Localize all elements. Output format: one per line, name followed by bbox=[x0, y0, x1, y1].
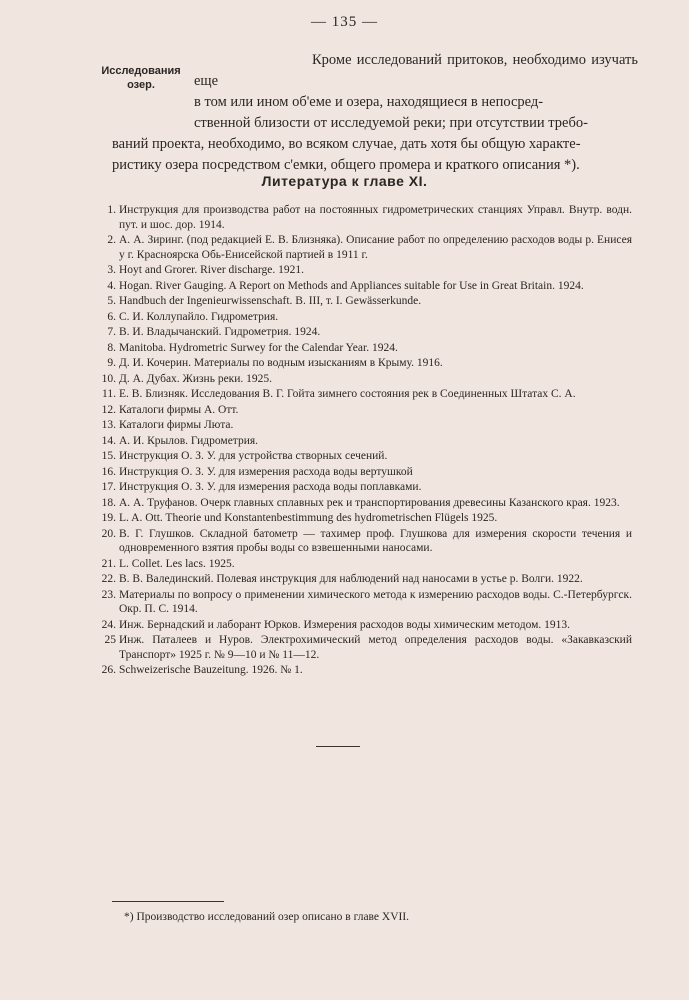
reference-text: Schweizerische Bauzeitung. 1926. № 1. bbox=[119, 664, 303, 676]
reference-text: Инструкция О. З. У. для измерения расхода воды вертушкой bbox=[119, 465, 413, 478]
reference-number: 10. bbox=[101, 372, 116, 385]
reference-number: 5. bbox=[107, 295, 116, 307]
reference-item bbox=[92, 356, 632, 371]
reference-number: 23. bbox=[101, 588, 116, 601]
section-heading: Литература к главе XI. bbox=[261, 173, 428, 189]
intro-line: Кроме исследований притоков, необходимо изучать еще bbox=[194, 52, 638, 89]
reference-text: Д. А. Дубах. Жизнь реки. 1925. bbox=[119, 372, 273, 385]
margin-note-line: Исследования bbox=[101, 65, 181, 77]
reference-text: L. A. Ott. Theorie und Konstantenbestimmung des hydrometrischen Flügels 1925. bbox=[119, 512, 498, 524]
intro-paragraph bbox=[112, 50, 638, 176]
reference-item bbox=[92, 511, 632, 526]
reference-text: Д. И. Кочерин. Материалы по водным изысканиям в Крыму. 1916. bbox=[119, 357, 443, 369]
footnote: *) Производство исследований озер описано в главе XVII. bbox=[124, 911, 410, 923]
reference-number: 1. bbox=[107, 204, 116, 216]
reference-text: А. А. Зиринг. (под редакцией Е. В. Близняка). Описание работ по определению расходов воды р. Енисея у г. Красноярска Обь-Енисейской партией в 1911 г. bbox=[119, 234, 632, 261]
reference-number: 15. bbox=[101, 450, 116, 462]
reference-item bbox=[92, 663, 632, 678]
intro-line: ваний проекта, необходимо, во всяком случае, дать хотя бы общую характе- bbox=[112, 136, 581, 152]
intro-line: ственной близости от исследуемой реки; при отсутствии требо- bbox=[194, 115, 588, 131]
reference-item bbox=[92, 387, 632, 402]
reference-text: Инструкция О. З. У. для устройства створных сечений. bbox=[119, 450, 388, 462]
reference-number: 14. bbox=[101, 434, 116, 447]
reference-text: L. Collet. Les lacs. 1925. bbox=[119, 557, 235, 570]
reference-number: 26. bbox=[101, 664, 116, 676]
reference-item bbox=[92, 572, 632, 587]
reference-number: 7. bbox=[107, 326, 116, 338]
reference-number: 8. bbox=[107, 341, 116, 354]
footnote-rule bbox=[112, 901, 224, 902]
reference-item bbox=[92, 372, 632, 387]
reference-number: 12. bbox=[101, 403, 116, 416]
reference-number: 9. bbox=[107, 357, 116, 369]
reference-item bbox=[92, 557, 632, 572]
reference-text: Handbuch der Ingenieurwissenschaft. B. III, т. I. Gewässerkunde. bbox=[119, 295, 422, 307]
reference-item bbox=[92, 310, 632, 325]
reference-text: А. А. Труфанов. Очерк главных сплавных рек и транспортирования древесины Казанского края. 1923. bbox=[119, 496, 620, 509]
reference-number: 16. bbox=[101, 465, 116, 478]
reference-item bbox=[92, 325, 632, 340]
reference-text: В. И. Владычанский. Гидрометрия. 1924. bbox=[119, 326, 321, 338]
section-divider bbox=[316, 746, 360, 747]
reference-item bbox=[92, 449, 632, 464]
reference-item bbox=[92, 434, 632, 449]
reference-text: Инж. Паталеев и Нуров. Электрохимический метод определения расходов воды. «Закавказский Транспорт» 1925 г. № 9—10 и № 11—12. bbox=[119, 634, 632, 661]
reference-number: 24. bbox=[101, 618, 116, 631]
page-number: — 135 — bbox=[311, 14, 378, 30]
reference-item bbox=[92, 480, 632, 495]
reference-text: В. В. Валединский. Полевая инструкция для наблюдений над наносами в устье р. Волги. 1922. bbox=[119, 573, 583, 585]
reference-number: 3. bbox=[107, 264, 116, 276]
reference-item bbox=[92, 496, 632, 511]
reference-number: 13. bbox=[101, 419, 116, 431]
reference-number: 19. bbox=[101, 512, 116, 524]
reference-number: 18. bbox=[101, 496, 116, 509]
intro-line: в том или ином об'еме и озера, находящиеся в непосред- bbox=[194, 94, 544, 110]
reference-text: Материалы по вопросу о применении химического метода к измерению расходов воды. С.-Петербургск. Окр. П. С. 1914. bbox=[119, 588, 632, 615]
reference-item bbox=[92, 618, 632, 633]
reference-text: Инструкция О. З. У. для измерения расхода воды поплавками. bbox=[119, 481, 422, 493]
reference-text: С. И. Коллупайло. Гидрометрия. bbox=[119, 310, 279, 323]
intro-line: ристику озера посредством с'емки, общего промера и краткого описания *). bbox=[112, 157, 580, 173]
margin-note-line: озер. bbox=[127, 79, 155, 91]
reference-item bbox=[92, 341, 632, 356]
reference-number: 22. bbox=[101, 573, 116, 585]
reference-text: А. И. Крылов. Гидрометрия. bbox=[119, 434, 259, 447]
reference-text: Manitoba. Hydrometric Surwey for the Calendar Year. 1924. bbox=[119, 341, 398, 354]
reference-number: 11. bbox=[102, 388, 116, 400]
reference-text: Е. В. Близняк. Исследования В. Г. Гойта зимнего состояния рек в Соединенных Штатах С. А. bbox=[119, 388, 576, 400]
reference-text: Инструкция для производства работ на постоянных гидрометрических станциях Управл. Внутр. водн. пут. и шос. дор. 1914. bbox=[119, 204, 632, 231]
reference-item bbox=[92, 527, 632, 556]
reference-item bbox=[92, 263, 632, 278]
reference-item bbox=[92, 279, 632, 294]
reference-item bbox=[92, 403, 632, 418]
reference-item bbox=[92, 465, 632, 480]
reference-item bbox=[92, 203, 632, 232]
reference-number: 20. bbox=[101, 527, 116, 540]
reference-text: Каталоги фирмы Люта. bbox=[119, 419, 234, 431]
reference-item bbox=[92, 294, 632, 309]
reference-text: В. Г. Глушков. Складной батометр — тахимер проф. Глушкова для измерения скорости течения и одновременного взятия пробы воды со взвешенными наносами. bbox=[119, 527, 632, 554]
reference-number: 4. bbox=[107, 279, 116, 292]
reference-number: 6. bbox=[107, 310, 116, 323]
reference-list bbox=[92, 203, 632, 679]
reference-item bbox=[92, 233, 632, 262]
reference-item bbox=[92, 588, 632, 617]
reference-text: Каталоги фирмы А. Отт. bbox=[119, 403, 239, 416]
reference-number: 2. bbox=[107, 234, 116, 246]
reference-number: 25 bbox=[104, 634, 116, 646]
reference-item bbox=[92, 633, 632, 662]
reference-text: Hoyt and Grorer. River discharge. 1921. bbox=[119, 264, 305, 276]
reference-text: Hogan. River Gauging. A Report on Methods and Appliances suitable for Use in Great Britain. 1924. bbox=[119, 279, 584, 292]
reference-item bbox=[92, 418, 632, 433]
reference-text: Инж. Бернадский и лаборант Юрков. Измерения расходов воды химическим методом. 1913. bbox=[119, 618, 571, 631]
reference-number: 21. bbox=[101, 557, 116, 570]
reference-number: 17. bbox=[101, 481, 116, 493]
